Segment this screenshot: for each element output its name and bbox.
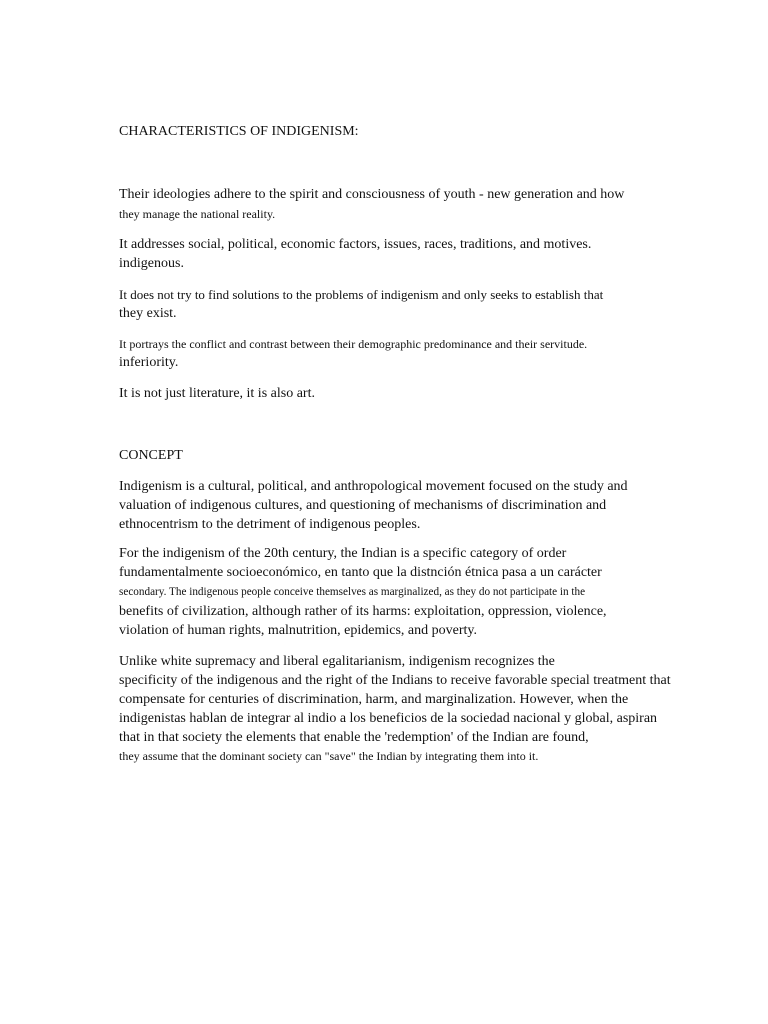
text-line: It addresses social, political, economic factors, issues, races, traditions, and motives. (119, 237, 592, 252)
text-line: Their ideologies adhere to the spirit and consciousness of youth - new generation and how (119, 187, 625, 202)
text-line: they assume that the dominant society can "save" the Indian by integrating them into it. (119, 749, 539, 763)
text-line: It is not just literature, it is also art. (119, 386, 315, 401)
text-line: fundamentalmente socioeconómico, en tanto que la distnción étnica pasa a un carácter (119, 565, 602, 580)
text-line: indigenistas hablan de integrar al indio a los beneficios de la sociedad nacional y global, aspiran (119, 711, 658, 726)
text-line: indigenous. (119, 256, 184, 271)
text-line: that in that society the elements that enable the 'redemption' of the Indian are found, (119, 730, 589, 745)
text-line: compensate for centuries of discrimination, harm, and marginalization. However, when the (119, 692, 629, 707)
text-line: Unlike white supremacy and liberal egalitarianism, indigenism recognizes the (119, 654, 555, 669)
text-line: ethnocentrism to the detriment of indigenous peoples. (119, 517, 421, 532)
text-line: inferiority. (119, 355, 179, 370)
text-line: It portrays the conflict and contrast between their demographic predominance and their servitude. (119, 337, 588, 351)
text-line: they exist. (119, 306, 177, 321)
text-line: specificity of the indigenous and the right of the Indians to receive favorable special treatment that (119, 673, 671, 688)
text-line: benefits of civilization, although rather of its harms: exploitation, oppression, violence, (119, 604, 607, 619)
text-line: they manage the national reality. (119, 207, 276, 221)
text-line: Indigenism is a cultural, political, and anthropological movement focused on the study and (119, 479, 628, 494)
text-line: For the indigenism of the 20th century, the Indian is a specific category of order (119, 546, 567, 561)
text-line: secondary. The indigenous people conceive themselves as marginalized, as they do not participate in the (119, 586, 586, 598)
characteristics-heading: CHARACTERISTICS OF INDIGENISM: (119, 124, 359, 139)
text-line: It does not try to find solutions to the problems of indigenism and only seeks to establish that (119, 287, 604, 302)
concept-heading: CONCEPT (119, 448, 183, 463)
text-line: violation of human rights, malnutrition, epidemics, and poverty. (119, 623, 477, 638)
text-line: valuation of indigenous cultures, and questioning of mechanisms of discrimination and (119, 498, 607, 513)
